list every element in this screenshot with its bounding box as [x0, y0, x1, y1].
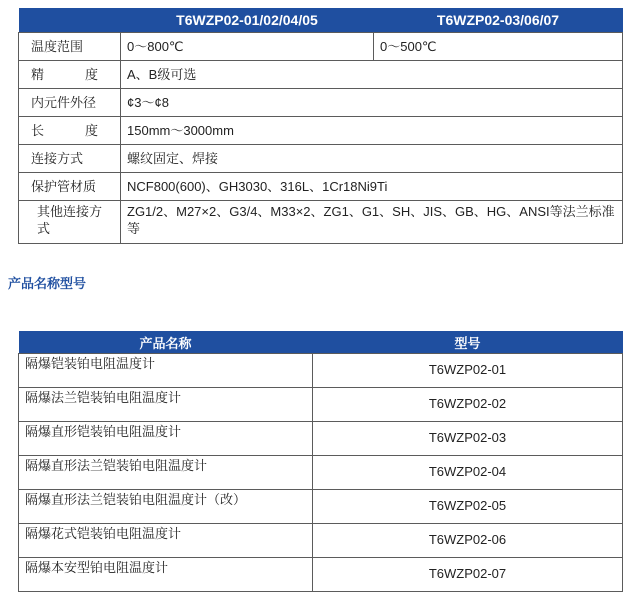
spec-value: 150mm～3000mm [121, 117, 623, 145]
product-header-name: 产品名称 [19, 331, 313, 354]
spec-row-material [19, 173, 623, 201]
product-name: 隔爆本安型铂电阻温度计 [19, 558, 313, 592]
spec-header-blank [19, 8, 121, 33]
spec-table [18, 8, 623, 244]
spec-value: 螺纹固定、焊接 [121, 145, 623, 173]
product-model: T6WZP02-01 [313, 354, 623, 388]
section-heading: 产品名称型号 [8, 276, 87, 291]
product-model: T6WZP02-07 [313, 558, 623, 592]
product-header-model: 型号 [313, 331, 623, 354]
spec-row-other-connections [19, 201, 623, 244]
product-table [18, 331, 623, 592]
spec-value: 0～500℃ [374, 33, 623, 61]
spec-row-element-diameter [19, 89, 623, 117]
spec-row-length [19, 117, 623, 145]
table-row [19, 456, 623, 490]
spec-header-group-1: T6WZP02-01/02/04/05 [121, 8, 374, 33]
spec-row-connection [19, 145, 623, 173]
product-name: 隔爆铠装铂电阻温度计 [19, 354, 313, 388]
spec-label: 连接方式 [19, 145, 121, 173]
table-row [19, 422, 623, 456]
product-model: T6WZP02-04 [313, 456, 623, 490]
product-name: 隔爆直形法兰铠装铂电阻温度计（改） [19, 490, 313, 524]
product-table-header-row [19, 331, 623, 354]
spec-value: NCF800(600)、GH3030、316L、1Cr18Ni9Ti [121, 173, 623, 201]
spec-label: 其他连接方式 [19, 201, 121, 244]
product-name: 隔爆法兰铠装铂电阻温度计 [19, 388, 313, 422]
spec-value: 0～800℃ [121, 33, 374, 61]
table-row [19, 558, 623, 592]
product-model: T6WZP02-02 [313, 388, 623, 422]
spec-label: 内元件外径 [19, 89, 121, 117]
spec-label: 长度 [19, 117, 121, 145]
table-row [19, 388, 623, 422]
spec-table-header-row [19, 8, 623, 33]
spec-label: 精度 [19, 61, 121, 89]
product-model: T6WZP02-05 [313, 490, 623, 524]
spec-value: ¢3～¢8 [121, 89, 623, 117]
product-name: 隔爆直形铠装铂电阻温度计 [19, 422, 313, 456]
spec-value: A、B级可选 [121, 61, 623, 89]
spec-header-group-2: T6WZP02-03/06/07 [374, 8, 623, 33]
table-row [19, 524, 623, 558]
product-model: T6WZP02-03 [313, 422, 623, 456]
spec-label: 保护管材质 [19, 173, 121, 201]
product-model: T6WZP02-06 [313, 524, 623, 558]
product-name: 隔爆直形法兰铠装铂电阻温度计 [19, 456, 313, 490]
table-row [19, 490, 623, 524]
spec-label: 温度范围 [19, 33, 121, 61]
product-name: 隔爆花式铠装铂电阻温度计 [19, 524, 313, 558]
spec-row-accuracy [19, 61, 623, 89]
spec-row-temperature [19, 33, 623, 61]
table-row [19, 354, 623, 388]
spec-value: ZG1/2、M27×2、G3/4、M33×2、ZG1、G1、SH、JIS、GB、HG、ANSI等法兰标准等 [121, 201, 623, 244]
